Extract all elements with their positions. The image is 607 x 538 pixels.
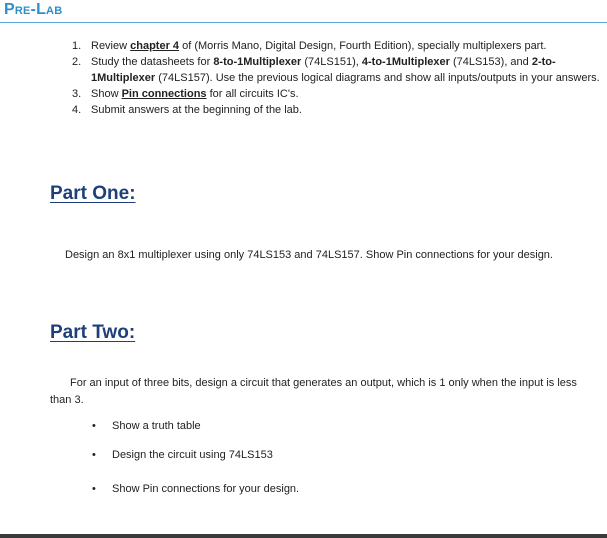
title-underline-rule (0, 22, 607, 23)
item-number: 4. (72, 104, 82, 116)
part-one-heading: Part One: (50, 183, 136, 204)
prelab-item-2 (72, 54, 600, 86)
item-number: 3. (72, 88, 82, 100)
bullet-icon: • (92, 449, 96, 461)
item-text: (74LS153), and (449, 56, 532, 68)
item-text: for all circuits IC's. (206, 88, 299, 100)
bottom-border (0, 534, 607, 538)
bullet-text: Show a truth table (112, 420, 201, 432)
item-bold-text: 4-to-1Multiplexer (361, 56, 450, 68)
bullet-icon: • (92, 420, 96, 432)
part-two-heading: Part Two: (50, 322, 136, 343)
bullet-text: Design the circuit using 74LS153 (112, 449, 273, 461)
item-text: Review (91, 40, 131, 52)
item-text: of (Morris Mano, Digital Design, Fourth Edition), specially multiplexers part. (179, 40, 547, 52)
item-text: Show (91, 88, 122, 100)
prelab-item-3 (72, 86, 600, 102)
item-number: 1. (72, 40, 82, 52)
bullet-text: Show Pin connections for your design. (112, 483, 300, 495)
chapter-link[interactable]: chapter 4 (130, 40, 180, 52)
prelab-item-4 (72, 102, 600, 118)
item-text: Study the datasheets for (91, 56, 214, 68)
item-text: (74LS151), (301, 56, 362, 68)
prelab-item-1 (72, 38, 600, 54)
part-one-body: Design an 8x1 multiplexer using only 74LS153 and 74LS157. Show Pin connections for your design. (65, 249, 553, 261)
part-two-body: For an input of three bits, design a circuit that generates an output, which is 1 only when the input is less than 3. (50, 377, 577, 406)
item-bold-text: 8-to-1Multiplexer (213, 56, 302, 68)
prelab-task-list (72, 38, 600, 118)
item-bold-text: 2-to-1Multiplexer (91, 56, 556, 84)
item-text: (74LS157). Use the previous logical diagrams and show all inputs/outputs in your answers. (155, 72, 600, 84)
item-number: 2. (72, 56, 82, 68)
bullet-icon: • (92, 483, 96, 495)
prelab-title: Pre-Lab (4, 1, 63, 18)
item-text: Submit answers at the beginning of the lab. (91, 104, 302, 116)
pin-connections-link[interactable]: Pin connections (121, 88, 207, 100)
